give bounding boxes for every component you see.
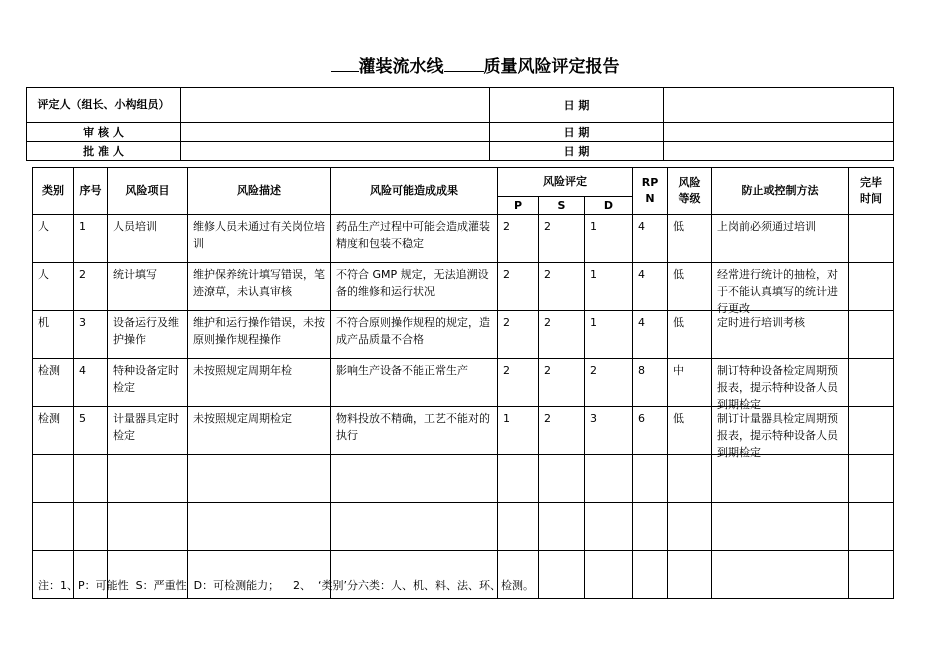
header-seq: 序号 bbox=[74, 168, 108, 215]
cell-level[interactable] bbox=[668, 503, 712, 551]
cell-category[interactable] bbox=[33, 359, 74, 407]
footnote: 注：1、P：可能性 S：严重性 D：可检测能力； 2、 ‘类别’分六类：人、机、料、法、环、检测。 bbox=[38, 579, 535, 592]
cell-rpn-text: 8 bbox=[638, 364, 645, 377]
reviewer-label: 审 核 人 bbox=[27, 123, 181, 142]
cell-p[interactable] bbox=[498, 215, 539, 263]
cell-d[interactable] bbox=[585, 311, 633, 359]
cell-consequence[interactable] bbox=[331, 311, 498, 359]
header-desc: 风险描述 bbox=[188, 168, 331, 215]
cell-seq[interactable] bbox=[74, 455, 108, 503]
cell-seq-text: 4 bbox=[79, 364, 86, 377]
cell-done-text bbox=[854, 266, 888, 304]
reviewer-date-field[interactable] bbox=[664, 123, 894, 142]
cell-done-text bbox=[854, 410, 888, 448]
title-blank-right bbox=[444, 55, 484, 72]
cell-done[interactable] bbox=[849, 407, 894, 455]
cell-p-text: 2 bbox=[503, 364, 510, 377]
cell-seq[interactable] bbox=[74, 311, 108, 359]
signoff-row-approver bbox=[27, 142, 894, 161]
assessor-date-label: 日 期 bbox=[490, 88, 664, 123]
cell-consequence[interactable] bbox=[331, 215, 498, 263]
cell-control[interactable] bbox=[712, 455, 849, 503]
cell-control[interactable] bbox=[712, 359, 849, 411]
table-row bbox=[33, 215, 894, 263]
cell-s-text: 2 bbox=[544, 364, 551, 377]
cell-level-text: 低 bbox=[673, 412, 684, 425]
cell-s-text: 2 bbox=[544, 316, 551, 329]
cell-rpn[interactable] bbox=[633, 407, 668, 455]
cell-d[interactable] bbox=[585, 263, 633, 311]
cell-d[interactable] bbox=[585, 551, 633, 599]
cell-control[interactable] bbox=[712, 215, 849, 263]
cell-p-text: 1 bbox=[503, 412, 510, 425]
header-item: 风险项目 bbox=[108, 168, 188, 215]
cell-done-text bbox=[854, 362, 888, 400]
cell-rpn-text: 4 bbox=[638, 268, 645, 281]
header-evaluation: 风险评定 bbox=[498, 168, 633, 197]
cell-s[interactable] bbox=[539, 215, 585, 263]
cell-seq-text: 5 bbox=[79, 412, 86, 425]
cell-done[interactable] bbox=[849, 551, 894, 599]
cell-level[interactable] bbox=[668, 263, 712, 311]
cell-d[interactable] bbox=[585, 215, 633, 263]
cell-seq[interactable] bbox=[74, 215, 108, 263]
cell-item[interactable] bbox=[108, 311, 188, 359]
cell-done[interactable] bbox=[849, 311, 894, 359]
reviewer-field[interactable] bbox=[181, 123, 490, 142]
cell-p-text: 2 bbox=[503, 268, 510, 281]
cell-desc[interactable] bbox=[188, 263, 331, 311]
cell-d[interactable] bbox=[585, 407, 633, 455]
cell-seq-text: 3 bbox=[79, 316, 86, 329]
cell-item[interactable] bbox=[108, 263, 188, 311]
cell-s[interactable] bbox=[539, 503, 585, 551]
cell-level[interactable] bbox=[668, 359, 712, 407]
cell-desc[interactable] bbox=[188, 407, 331, 455]
cell-category-text: 检测 bbox=[38, 364, 60, 377]
table-row bbox=[33, 455, 894, 503]
table-body bbox=[33, 215, 894, 599]
cell-category-text: 人 bbox=[38, 268, 49, 281]
cell-level[interactable] bbox=[668, 407, 712, 455]
signoff-row-reviewer bbox=[27, 123, 894, 142]
table-row bbox=[33, 359, 894, 407]
cell-done[interactable] bbox=[849, 215, 894, 263]
header-consequence: 风险可能造成成果 bbox=[331, 168, 498, 215]
cell-control-text: 制订特种设备检定周期预报表，提示特种设备人员到期检定 bbox=[717, 364, 838, 411]
risk-table bbox=[32, 167, 894, 599]
cell-rpn-text: 6 bbox=[638, 412, 645, 425]
cell-s[interactable] bbox=[539, 407, 585, 455]
cell-category-text: 机 bbox=[38, 316, 49, 329]
cell-desc[interactable] bbox=[188, 359, 331, 407]
cell-consequence-text: 不符合原则操作规程的规定，造成产品质量不合格 bbox=[336, 316, 490, 346]
cell-category-text: 人 bbox=[38, 220, 49, 233]
cell-done-text bbox=[854, 314, 888, 352]
cell-p[interactable] bbox=[498, 503, 539, 551]
cell-item[interactable] bbox=[108, 215, 188, 263]
line-name: 灌装流水线 bbox=[358, 57, 444, 77]
header-d: D bbox=[585, 197, 633, 215]
cell-done[interactable] bbox=[849, 503, 894, 551]
cell-desc[interactable] bbox=[188, 455, 331, 503]
cell-p[interactable] bbox=[498, 455, 539, 503]
cell-done[interactable] bbox=[849, 263, 894, 311]
cell-category[interactable] bbox=[33, 263, 74, 311]
title-blank-left bbox=[331, 55, 359, 72]
header-level: 风险等级 bbox=[668, 168, 712, 215]
cell-done[interactable] bbox=[849, 359, 894, 407]
cell-category[interactable] bbox=[33, 311, 74, 359]
cell-item-text: 计量器具定时检定 bbox=[113, 412, 179, 442]
cell-s[interactable] bbox=[539, 551, 585, 599]
cell-control-text: 经常进行统计的抽检，对于不能认真填写的统计进行更改 bbox=[717, 268, 838, 315]
cell-s[interactable] bbox=[539, 311, 585, 359]
cell-desc-text: 未按照规定周期年检 bbox=[193, 364, 292, 377]
table-row bbox=[33, 503, 894, 551]
approver-date-label: 日 期 bbox=[490, 142, 664, 161]
cell-seq[interactable] bbox=[74, 359, 108, 407]
cell-category[interactable] bbox=[33, 407, 74, 455]
cell-control-text: 定时进行培训考核 bbox=[717, 316, 805, 329]
cell-consequence[interactable] bbox=[331, 359, 498, 407]
cell-desc[interactable] bbox=[188, 503, 331, 551]
signoff-table bbox=[26, 87, 894, 161]
cell-level-text: 中 bbox=[673, 364, 684, 377]
cell-rpn-text: 4 bbox=[638, 316, 645, 329]
cell-control-text: 制订计量器具检定周期预报表，提示特种设备人员到期检定 bbox=[717, 412, 838, 459]
cell-level[interactable] bbox=[668, 215, 712, 263]
cell-consequence[interactable] bbox=[331, 455, 498, 503]
cell-s[interactable] bbox=[539, 263, 585, 311]
cell-item[interactable] bbox=[108, 359, 188, 407]
approver-field[interactable] bbox=[181, 142, 490, 161]
cell-d-text: 3 bbox=[590, 412, 597, 425]
cell-item[interactable] bbox=[108, 407, 188, 455]
cell-desc-text: 维护和运行操作错误，未按原则操作规程操作 bbox=[193, 316, 325, 346]
cell-rpn[interactable] bbox=[633, 503, 668, 551]
cell-item[interactable] bbox=[108, 455, 188, 503]
cell-done-text bbox=[854, 218, 888, 256]
approver-date-field[interactable] bbox=[664, 142, 894, 161]
cell-control[interactable] bbox=[712, 407, 849, 459]
cell-p[interactable] bbox=[498, 359, 539, 407]
cell-item[interactable] bbox=[108, 503, 188, 551]
table-row bbox=[33, 311, 894, 359]
header-done: 完毕时间 bbox=[849, 168, 894, 215]
cell-level-text: 低 bbox=[673, 268, 684, 281]
cell-p[interactable] bbox=[498, 407, 539, 455]
cell-desc-text: 维护保养统计填写错误，笔迹潦草，未认真审核 bbox=[193, 268, 325, 298]
table-row bbox=[33, 407, 894, 455]
cell-category[interactable] bbox=[33, 455, 74, 503]
cell-seq-text: 2 bbox=[79, 268, 86, 281]
cell-d[interactable] bbox=[585, 359, 633, 407]
cell-category-text: 检测 bbox=[38, 412, 60, 425]
assessor-date-field[interactable] bbox=[664, 88, 894, 123]
cell-rpn[interactable] bbox=[633, 455, 668, 503]
cell-level-text: 低 bbox=[673, 220, 684, 233]
cell-item-text: 特种设备定时检定 bbox=[113, 364, 179, 394]
report-title bbox=[0, 52, 950, 77]
cell-level[interactable] bbox=[668, 311, 712, 359]
cell-item-text: 设备运行及维护操作 bbox=[113, 316, 179, 346]
cell-consequence[interactable] bbox=[331, 407, 498, 455]
cell-consequence-text: 影响生产设备不能正常生产 bbox=[336, 364, 468, 377]
cell-seq[interactable] bbox=[74, 263, 108, 311]
header-category: 类别 bbox=[33, 168, 74, 215]
cell-rpn[interactable] bbox=[633, 359, 668, 407]
cell-control[interactable] bbox=[712, 263, 849, 315]
cell-control-text: 上岗前必须通过培训 bbox=[717, 220, 816, 233]
cell-d[interactable] bbox=[585, 455, 633, 503]
cell-d[interactable] bbox=[585, 503, 633, 551]
cell-control[interactable] bbox=[712, 551, 849, 599]
cell-s[interactable] bbox=[539, 455, 585, 503]
cell-level[interactable] bbox=[668, 551, 712, 599]
cell-consequence-text: 不符合 GMP 规定，无法追溯设备的维修和运行状况 bbox=[336, 268, 489, 298]
cell-d-text: 1 bbox=[590, 316, 597, 329]
cell-rpn[interactable] bbox=[633, 263, 668, 311]
cell-level[interactable] bbox=[668, 455, 712, 503]
cell-d-text: 1 bbox=[590, 268, 597, 281]
header-s: S bbox=[539, 197, 585, 215]
cell-p-text: 2 bbox=[503, 316, 510, 329]
cell-p[interactable] bbox=[498, 311, 539, 359]
cell-rpn-text: 4 bbox=[638, 220, 645, 233]
cell-s-text: 2 bbox=[544, 412, 551, 425]
cell-p-text: 2 bbox=[503, 220, 510, 233]
cell-desc-text: 维修人员未通过有关岗位培训 bbox=[193, 220, 325, 250]
header-control: 防止或控制方法 bbox=[712, 168, 849, 215]
approver-label: 批 准 人 bbox=[27, 142, 181, 161]
cell-consequence-text: 物料投放不精确，工艺不能对的执行 bbox=[336, 412, 490, 442]
cell-seq[interactable] bbox=[74, 407, 108, 455]
cell-desc[interactable] bbox=[188, 311, 331, 359]
assessor-label: 评定人（组长、小构组员） bbox=[27, 88, 181, 123]
cell-control[interactable] bbox=[712, 311, 849, 359]
cell-done[interactable] bbox=[849, 455, 894, 503]
cell-desc[interactable] bbox=[188, 215, 331, 263]
cell-rpn[interactable] bbox=[633, 215, 668, 263]
cell-consequence[interactable] bbox=[331, 263, 498, 311]
cell-p[interactable] bbox=[498, 263, 539, 311]
cell-rpn[interactable] bbox=[633, 311, 668, 359]
cell-consequence-text: 药品生产过程中可能会造成灌装精度和包装不稳定 bbox=[336, 220, 490, 250]
cell-seq[interactable] bbox=[74, 503, 108, 551]
cell-s-text: 2 bbox=[544, 220, 551, 233]
cell-item-text: 人员培训 bbox=[113, 220, 157, 233]
cell-control[interactable] bbox=[712, 503, 849, 551]
cell-s-text: 2 bbox=[544, 268, 551, 281]
cell-desc-text: 未按照规定周期检定 bbox=[193, 412, 292, 425]
cell-d-text: 2 bbox=[590, 364, 597, 377]
signoff-row-assessor bbox=[27, 88, 894, 123]
reviewer-date-label: 日 期 bbox=[490, 123, 664, 142]
assessor-field[interactable] bbox=[181, 88, 490, 123]
cell-d-text: 1 bbox=[590, 220, 597, 233]
cell-consequence[interactable] bbox=[331, 503, 498, 551]
cell-seq-text: 1 bbox=[79, 220, 86, 233]
cell-category[interactable] bbox=[33, 503, 74, 551]
header-p: P bbox=[498, 197, 539, 215]
table-row bbox=[33, 263, 894, 311]
cell-rpn[interactable] bbox=[633, 551, 668, 599]
cell-category[interactable] bbox=[33, 215, 74, 263]
header-rpn: RPN bbox=[633, 168, 668, 215]
cell-s[interactable] bbox=[539, 359, 585, 407]
table-header-row bbox=[33, 168, 894, 197]
cell-level-text: 低 bbox=[673, 316, 684, 329]
report-name: 质量风险评定报告 bbox=[483, 57, 620, 77]
cell-item-text: 统计填写 bbox=[113, 268, 157, 281]
